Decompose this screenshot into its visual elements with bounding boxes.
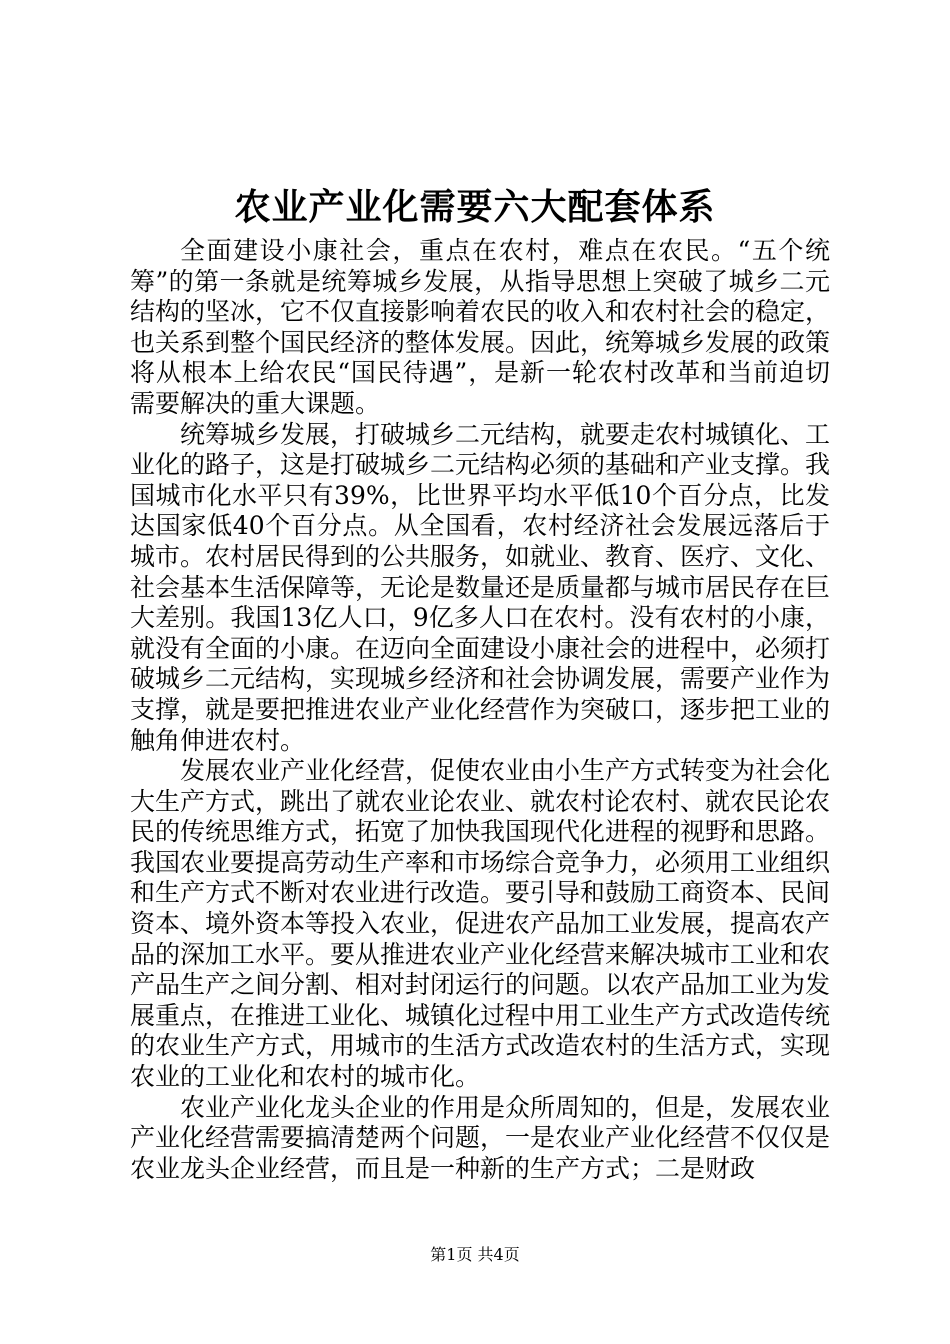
paragraph-4: 农业产业化龙头企业的作用是众所周知的，但是，发展农业产业化经营需要搞清楚两个问题，一是农业产业化经营不仅仅是农业龙头企业经营，而且是一种新的生产方式；二是财政: [130, 1092, 831, 1183]
document-body: [130, 236, 830, 1184]
paragraph-2: 统筹城乡发展，打破城乡二元结构，就要走农村城镇化、工业化的路子，这是打破城乡二元结构必须的基础和产业支撑。我国城市化水平只有39%，比世界平均水平低10个百分点，比发达国家低40个百分点。从全国看，农村经济社会发展远落后于城市。农村居民得到的公共服务，如就业、教育、医疗、文化、社会基本生活保障等，无论是数量还是质量都与城市居民存在巨大差别。我国13亿人口，9亿多人口在农村。没有农村的小康，就没有全面的小康。在迈向全面建设小康社会的进程中，必须打破城乡二元结构，实现城乡经济和社会协调发展，需要产业作为支撑，就是要把推进农业产业化经营作为突破口，逐步把工业的触角伸进农村。: [130, 419, 831, 755]
page-footer: 第1页 共4页: [430, 1245, 520, 1264]
paragraph-3: 发展农业产业化经营，促使农业由小生产方式转变为社会化大生产方式，跳出了就农业论农业、就农村论农村、就农民论农民的传统思维方式，拓宽了加快我国现代化进程的视野和思路。我国农业要提高劳动生产率和市场综合竞争力，必须用工业组织和生产方式不断对农业进行改造。要引导和鼓励工商资本、民间资本、境外资本等投入农业，促进农产品加工业发展，提高农产品的深加工水平。要从推进农业产业化经营来解决城市工业和农产品生产之间分割、相对封闭运行的问题。以农产品加工业为发展重点，在推进工业化、城镇化过程中用工业生产方式改造传统的农业生产方式，用城市的生活方式改造农村的生活方式，实现农业的工业化和农村的城市化。: [130, 756, 831, 1092]
paragraph-1: 全面建设小康社会，重点在农村，难点在农民。“五个统筹”的第一条就是统筹城乡发展，从指导思想上突破了城乡二元结构的坚冰，它不仅直接影响着农民的收入和农村社会的稳定，也关系到整个国民经济的整体发展。因此，统筹城乡发展的政策将从根本上给农民“国民待遇”，是新一轮农村改革和当前迫切需要解决的重大课题。: [130, 236, 831, 418]
document-title: 农业产业化需要六大配套体系: [234, 186, 716, 228]
